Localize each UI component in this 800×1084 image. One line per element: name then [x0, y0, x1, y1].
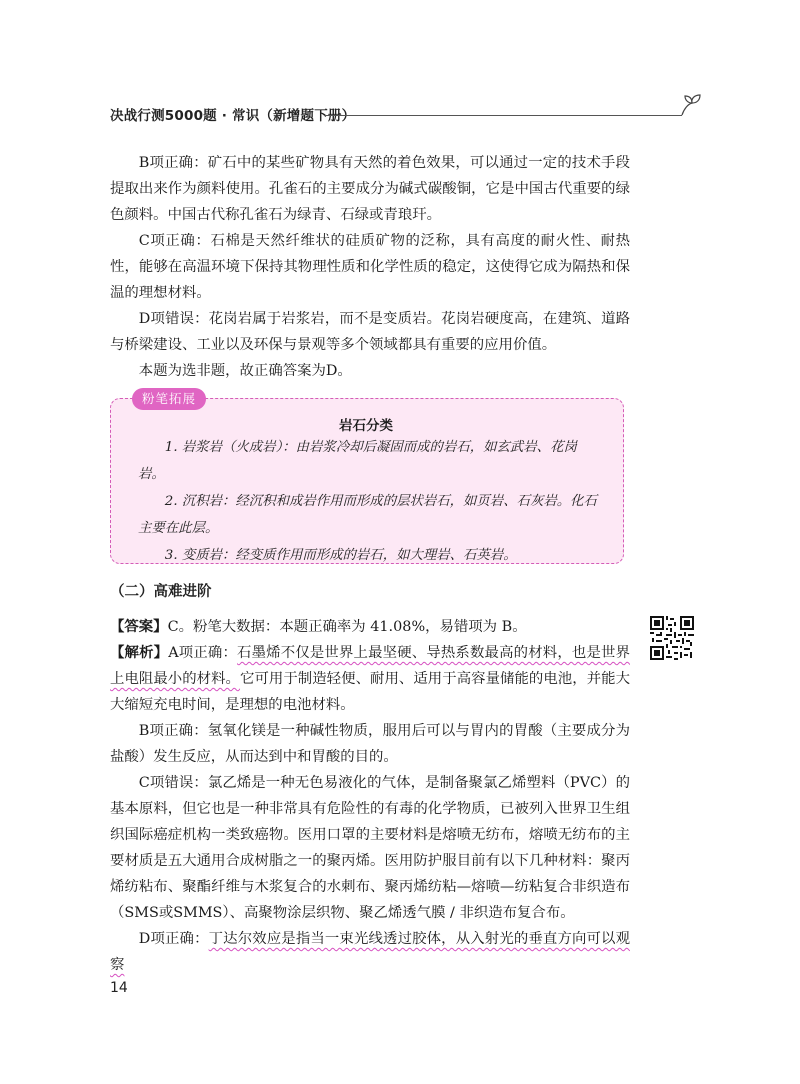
note-item: 3. 变质岩：经变质作用而形成的岩石，如大理岩、石英岩。 — [164, 548, 517, 563]
header-rule — [324, 115, 682, 116]
note-item: 2. 沉积岩：经沉积和成岩作用而形成的层状岩石，如页岩、石灰岩。化石主要在此层。 — [138, 494, 597, 536]
note-tag: 粉笔拓展 — [132, 388, 206, 410]
page-header — [110, 100, 700, 130]
paragraph-c: C项正确：石棉是天然纤维状的硅质矿物的泛称，具有高度的耐火性、耐热性，能够在高温环境下保持其物理性质和化学性质的稳定，这使得它成为隔热和保温的理想材料。 — [110, 233, 630, 301]
sprout-icon — [678, 92, 706, 116]
analysis-a — [110, 640, 630, 718]
page-number: 14 — [110, 980, 128, 996]
note-body — [138, 434, 602, 569]
analysis-block — [110, 614, 630, 978]
answer-label: 【答案】 — [110, 619, 168, 635]
analysis-label: 【解析】 — [110, 645, 169, 661]
answer-line — [110, 614, 630, 640]
analysis-a-rest: 它可用于制造轻便、耐用、适用于高容量储能的电池，并能大大缩短充电时间，是理想的电池材料。 — [110, 671, 630, 713]
highlighted-text: 石墨烯不仅是世界上最坚硬、导热系数最高的材料，也是世界上电阻最小的材料。 — [110, 645, 630, 687]
analysis-d-prefix: D项正确： — [138, 931, 209, 947]
paragraph-conclusion: 本题为选非题，故正确答案为D。 — [138, 363, 352, 379]
analysis-d — [110, 926, 630, 978]
qr-code-icon — [650, 616, 694, 660]
book-title: 决战行测5000题 · 常识（新增题下册） — [110, 108, 356, 124]
highlighted-text: 丁达尔效应是指当一束光线透过胶体，从入射光的垂直方向可以观察 — [110, 931, 630, 973]
note-item: 1. 岩浆岩（火成岩）：由岩浆冷却后凝固而成的岩石，如玄武岩、花岗岩。 — [138, 440, 577, 482]
paragraph-b: B项正确：矿石中的某些矿物具有天然的着色效果，可以通过一定的技术手段提取出来作为颜料使用。孔雀石的主要成分为碱式碳酸铜，它是中国古代重要的绿色颜料。中国古代称孔雀石为绿青、石绿或青琅玕。 — [110, 155, 630, 223]
explanation-block — [110, 150, 630, 384]
analysis-b: B项正确：氢氧化镁是一种碱性物质，服用后可以与胃内的胃酸（主要成分为盐酸）发生反应，从而达到中和胃酸的目的。 — [110, 723, 630, 765]
analysis-c: C项错误：氯乙烯是一种无色易液化的气体，是制备聚氯乙烯塑料（PVC）的基本原料，但它也是一种非常具有危险性的有毒的化学物质，已被列入世界卫生组织国际癌症机构一类致癌物。医用口罩的主要材料是熔喷无纺布，熔喷无纺布的主要材质是五大通用合成树脂之一的聚丙烯。医用防护服目前有以下几种材料：聚丙烯纺粘布、聚酯纤维与木浆复合的水刺布、聚丙烯纺粘—熔喷—纺粘复合非织造布（SMS或SMMS）、高聚物涂层织物、聚乙烯透气膜 / 非织造布复合布。 — [110, 775, 630, 921]
section-heading: （二）高难进阶 — [110, 584, 212, 600]
answer-text: C。粉笔大数据：本题正确率为 41.08%，易错项为 B。 — [167, 619, 527, 635]
analysis-a-prefix: A项正确： — [168, 645, 238, 661]
note-title: 岩石分类 — [339, 418, 393, 434]
paragraph-d: D项错误：花岗岩属于岩浆岩，而不是变质岩。花岗岩硬度高，在建筑、道路与桥梁建设、工业以及环保与景观等多个领域都具有重要的应用价值。 — [110, 311, 630, 353]
